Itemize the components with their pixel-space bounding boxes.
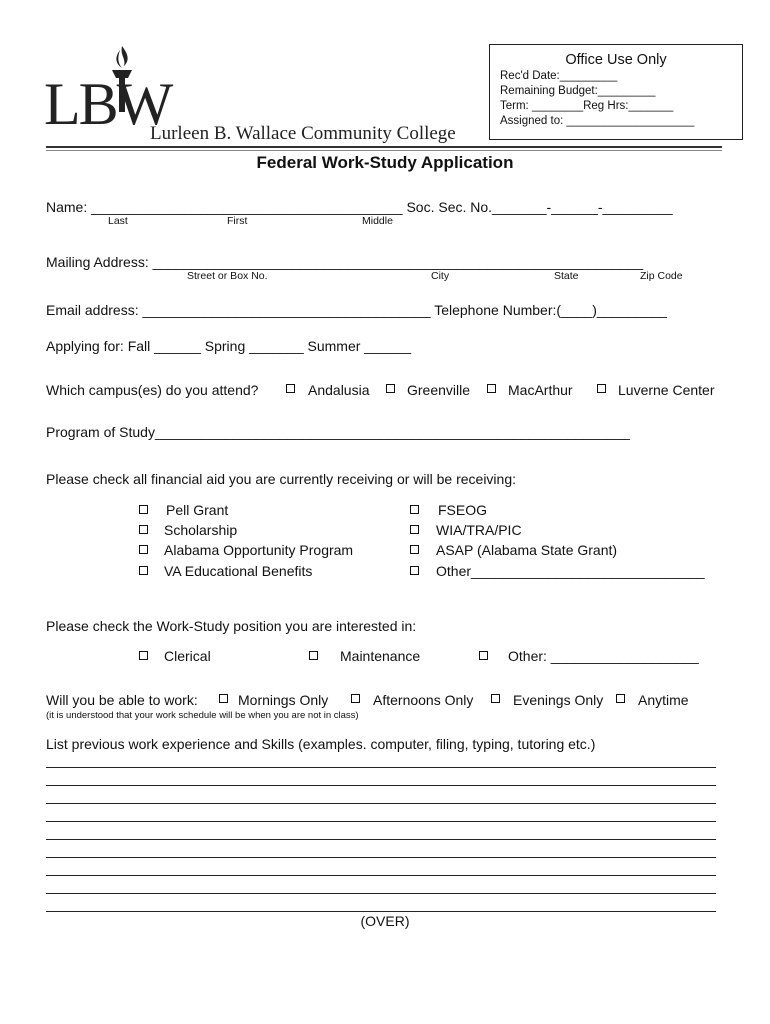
experience-line[interactable]: [46, 785, 716, 786]
aid-va-benefits-label: VA Educational Benefits: [164, 563, 313, 579]
position-clerical-checkbox[interactable]: [139, 651, 148, 660]
availability-question: Will you be able to work:: [46, 692, 198, 708]
experience-line[interactable]: [46, 875, 716, 876]
aid-alabama-opportunity-label: Alabama Opportunity Program: [164, 542, 354, 558]
aid-fseog-checkbox[interactable]: [410, 505, 419, 514]
aid-question: Please check all financial aid you are currently receiving or will be receiving:: [46, 471, 517, 487]
aid-wia-checkbox[interactable]: [410, 525, 419, 534]
campus-luverne-label: Luverne Center: [618, 382, 715, 398]
mailing-address-field[interactable]: Mailing Address: _______________________________________________________________: [46, 254, 644, 270]
campus-greenville-label: Greenville: [407, 382, 471, 398]
aid-other-checkbox[interactable]: [410, 566, 419, 575]
avail-afternoons-checkbox[interactable]: [351, 694, 360, 703]
recd-date-field[interactable]: Rec'd Date:_________: [500, 70, 618, 82]
position-other-checkbox[interactable]: [479, 651, 488, 660]
aid-scholarship-label: Scholarship: [164, 522, 238, 538]
experience-line[interactable]: [46, 767, 716, 768]
street-label: Street or Box No.: [187, 270, 268, 282]
office-use-box: [489, 44, 743, 140]
aid-asap-label: ASAP (Alabama State Grant): [436, 542, 618, 558]
position-other-field[interactable]: Other: ___________________: [508, 648, 699, 664]
experience-prompt: List previous work experience and Skills (examples. computer, filing, typing, tutoring etc.): [46, 736, 596, 752]
avail-mornings-label: Mornings Only: [238, 692, 329, 708]
aid-pell-label: Pell Grant: [166, 502, 229, 518]
campus-macarthur-label: MacArthur: [508, 382, 573, 398]
campus-macarthur-checkbox[interactable]: [487, 384, 496, 393]
logo-letters: LBW: [44, 71, 172, 137]
campus-greenville-checkbox[interactable]: [386, 384, 395, 393]
college-logo: [44, 44, 464, 149]
campus-andalusia-label: Andalusia: [308, 382, 370, 398]
campus-luverne-checkbox[interactable]: [597, 384, 606, 393]
avail-evenings-label: Evenings Only: [513, 692, 604, 708]
position-clerical-label: Clerical: [164, 648, 211, 664]
city-label: City: [431, 270, 450, 282]
aid-pell-checkbox[interactable]: [139, 505, 148, 514]
college-name: Lurleen B. Wallace Community College: [150, 123, 456, 144]
applying-for-field[interactable]: Applying for: Fall ______ Spring _______ Summer ______: [46, 338, 412, 354]
experience-line[interactable]: [46, 839, 716, 840]
avail-mornings-checkbox[interactable]: [219, 694, 228, 703]
program-of-study-field[interactable]: Program of Study_____________________________________________________________: [46, 424, 630, 440]
avail-anytime-label: Anytime: [638, 692, 689, 708]
form-title: Federal Work-Study Application: [256, 153, 514, 172]
experience-line[interactable]: [46, 803, 716, 804]
avail-afternoons-label: Afternoons Only: [373, 692, 474, 708]
name-middle-label: Middle: [362, 215, 393, 227]
header-rule: [46, 146, 722, 148]
experience-line[interactable]: [46, 893, 716, 894]
availability-note: (it is understood that your work schedule will be when you are not in class): [46, 710, 359, 721]
position-maintenance-label: Maintenance: [340, 648, 421, 664]
aid-wia-label: WIA/TRA/PIC: [436, 522, 522, 538]
office-use-title: Office Use Only: [565, 52, 667, 68]
aid-other-field[interactable]: Other______________________________: [436, 563, 705, 579]
name-first-label: First: [227, 215, 248, 227]
assigned-to-field[interactable]: Assigned to: ____________________: [500, 115, 695, 127]
experience-line[interactable]: [46, 821, 716, 822]
campus-andalusia-checkbox[interactable]: [286, 384, 295, 393]
position-maintenance-checkbox[interactable]: [309, 651, 318, 660]
experience-line[interactable]: [46, 857, 716, 858]
term-reg-hrs-field[interactable]: Term: ________Reg Hrs:_______: [500, 100, 674, 112]
aid-fseog-label: FSEOG: [438, 502, 488, 518]
zip-label: Zip Code: [640, 270, 683, 282]
aid-asap-checkbox[interactable]: [410, 545, 419, 554]
remaining-budget-field[interactable]: Remaining Budget:_________: [500, 85, 656, 97]
aid-scholarship-checkbox[interactable]: [139, 525, 148, 534]
over-label: (OVER): [360, 913, 410, 929]
aid-va-benefits-checkbox[interactable]: [139, 566, 148, 575]
state-label: State: [554, 270, 579, 282]
header-rule-thin: [46, 150, 722, 151]
name-last-label: Last: [108, 215, 128, 227]
position-question: Please check the Work-Study position you are interested in:: [46, 618, 417, 634]
campus-question: Which campus(es) do you attend?: [46, 382, 259, 398]
avail-evenings-checkbox[interactable]: [491, 694, 500, 703]
name-field[interactable]: Name: ________________________________________ Soc. Sec. No._______-______-_________: [46, 199, 673, 215]
aid-alabama-opportunity-checkbox[interactable]: [139, 545, 148, 554]
email-phone-field[interactable]: Email address: _____________________________________ Telephone Number:(____)_________: [46, 302, 667, 318]
avail-anytime-checkbox[interactable]: [616, 694, 625, 703]
experience-line[interactable]: [46, 911, 716, 912]
